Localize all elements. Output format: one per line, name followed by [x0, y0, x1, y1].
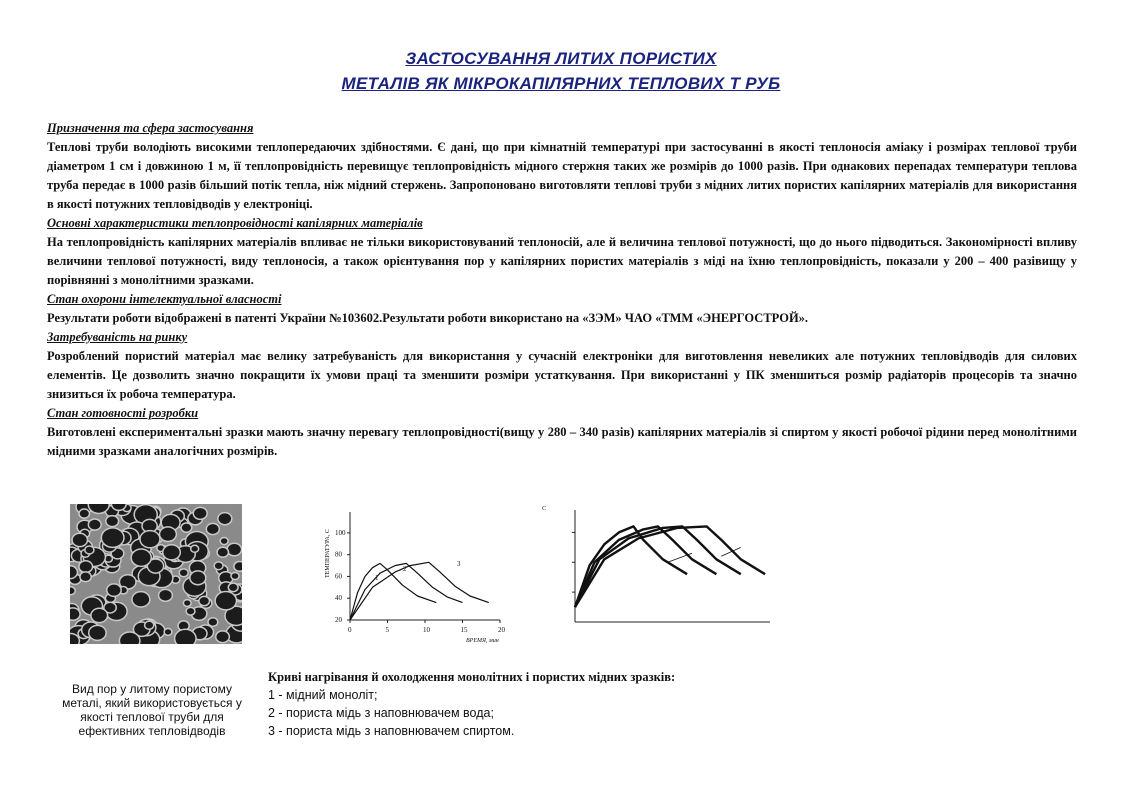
series-line-3 — [350, 562, 489, 620]
page-title — [0, 46, 1122, 96]
pore — [194, 508, 206, 519]
pore — [215, 563, 222, 569]
pore — [180, 570, 187, 576]
pore — [86, 547, 94, 553]
legend-item: 2 - пориста мідь з наповнювачем вода; — [268, 706, 494, 720]
pore — [92, 609, 107, 622]
y-tick-label: 100 — [335, 528, 346, 537]
pore — [73, 534, 87, 546]
pore — [102, 529, 123, 547]
pore — [81, 573, 91, 581]
pore — [184, 600, 190, 605]
pore — [107, 516, 118, 526]
x-axis-label: ВРЕМЯ, мин — [466, 638, 499, 644]
section-text: Виготовлені експериментальні зразки мають значну перевагу теплопровідності(вищу у 280 – 340 разів) капілярних матеріалів зі спиртом у якості робочої рідини перед монолітними мідними зразками аналогічних розмірів. — [47, 425, 1077, 458]
curve-label-2: 2 — [403, 565, 407, 573]
pore — [207, 524, 219, 534]
section-characteristics — [47, 214, 1077, 290]
pore — [221, 538, 227, 543]
pore — [191, 546, 197, 551]
photo-caption: Вид пор у литому пористому металі, який використовується у якості теплової труби для ефективних тепловідводів — [62, 682, 242, 738]
pore — [89, 520, 100, 530]
pore — [200, 597, 209, 605]
annotation-tick — [668, 553, 692, 562]
pore — [228, 544, 241, 555]
section-purpose — [47, 119, 1077, 214]
porous-metal-photo — [70, 504, 242, 644]
pore — [209, 619, 217, 626]
pore — [218, 548, 228, 556]
curve-label-3: 3 — [457, 560, 461, 568]
y-tick-label: 60 — [335, 572, 342, 581]
section-heading: Основні характеристики теплопровідності капілярних матеріалів — [47, 216, 423, 230]
pore — [232, 573, 239, 579]
pore — [145, 622, 153, 629]
x-tick-label: 0 — [348, 626, 352, 634]
pore — [89, 626, 105, 640]
section-heading: Стан готовності розробки — [47, 406, 199, 420]
section-text: Теплові труби володіють високими теплопередаючих здібностями. Є дані, що при кімнатній температурі при застосуванні в якості теплоносія аміаку і розмірах теплової труби діаметром 1 см і довжиною 1 м, її теплопровідність перевищує теплопровідність мідного стержня таких же розмірів до 1000 разів. При однакових перепадах температури теплова труба передає в 1000 разів більший потік тепла, ніж мідний стержень. Запропоновано виготовляти теплові труби з мідних литих пористих капілярних матеріалів для використання в якості потужних тепловідводів у електроніці. — [47, 140, 1077, 211]
main-content — [47, 119, 1077, 461]
pore — [132, 550, 151, 566]
y-tick-label: 20 — [335, 616, 342, 624]
section-text: Результати роботи відображені в патенті України №103602.Результати роботи використано на «ЗЭМ» ЧАО «ТММ «ЭНЕРГОСТРОЙ». — [47, 311, 809, 325]
y-axis-label: ТЕМПЕРАТУРА, С — [325, 529, 331, 578]
section-heading: Стан охорони інтелектуальної власності — [47, 292, 282, 306]
pore — [191, 572, 205, 584]
pore — [229, 584, 237, 591]
section-market — [47, 328, 1077, 404]
y-tick-label: 40 — [335, 594, 342, 603]
section-heading: Затребуваність на ринку — [47, 330, 188, 344]
porous-metal-image — [70, 504, 242, 644]
legend-item: 1 - мідний моноліт; — [268, 688, 378, 702]
pore — [141, 531, 160, 547]
chart-legend — [268, 668, 675, 740]
pore — [187, 608, 194, 614]
curve-label-1: 1 — [375, 574, 379, 582]
y-tick-label: 80 — [335, 550, 342, 559]
section-heading: Призначення та сфера застосування — [47, 121, 254, 135]
section-text: На теплопровідність капілярних матеріалів впливає не тільки використовуваний теплоносій, але й величина теплової потужності, що до нього підводиться. Закономірності впливу величини теплової потужності, виду теплоносія, а також орієнтування пор у капілярних пористих матеріалів з міді на їхню теплопровідність, показали у 200 – 400 разівищу у порівнянні з монолітними зразками. — [47, 235, 1077, 287]
title-line-2: МЕТАЛІВ ЯК МІКРОКАПІЛЯРНИХ ТЕПЛОВИХ Т РУБ — [341, 74, 781, 93]
legend-title: Криві нагрівання й охолодження монолітних і пористих мідних зразків: — [268, 670, 676, 684]
x-tick-label: 10 — [423, 626, 430, 634]
pore — [133, 592, 149, 606]
title-line-1: ЗАСТОСУВАННЯ ЛИТИХ ПОРИСТИХ — [405, 49, 717, 68]
pore — [163, 545, 179, 559]
pore — [216, 632, 228, 642]
section-ip — [47, 290, 1077, 328]
section-text: Розроблений пористий матеріал має велику затребуваність для використання у сучасній електроніки для виготовлення невеликих але потужних тепловідводів для силових елементів. Це дозволить значно покращити їх умови праці та зменшити розміри устаткування. При використанні у ПК зменшиться розмір радіаторів процесорів та значно знизиться їх робоча температура. — [47, 349, 1077, 401]
pore — [219, 513, 231, 524]
pore — [159, 590, 171, 600]
y-axis-label: С — [542, 506, 547, 512]
legend-item: 3 - пориста мідь з наповнювачем спиртом. — [268, 724, 515, 738]
pore — [80, 561, 92, 571]
pore — [182, 524, 191, 532]
x-tick-label: 15 — [460, 626, 468, 634]
x-tick-label: 20 — [498, 626, 505, 634]
section-readiness — [47, 404, 1077, 461]
pore — [179, 622, 189, 630]
x-tick-label: 5 — [385, 626, 389, 634]
pore — [165, 629, 171, 634]
pore — [80, 510, 89, 518]
pore — [216, 592, 236, 609]
heating-cooling-chart-2 — [540, 500, 780, 635]
series-line-1 — [350, 563, 436, 620]
pore — [160, 528, 175, 541]
pore — [107, 585, 120, 596]
heating-cooling-chart — [320, 500, 525, 645]
